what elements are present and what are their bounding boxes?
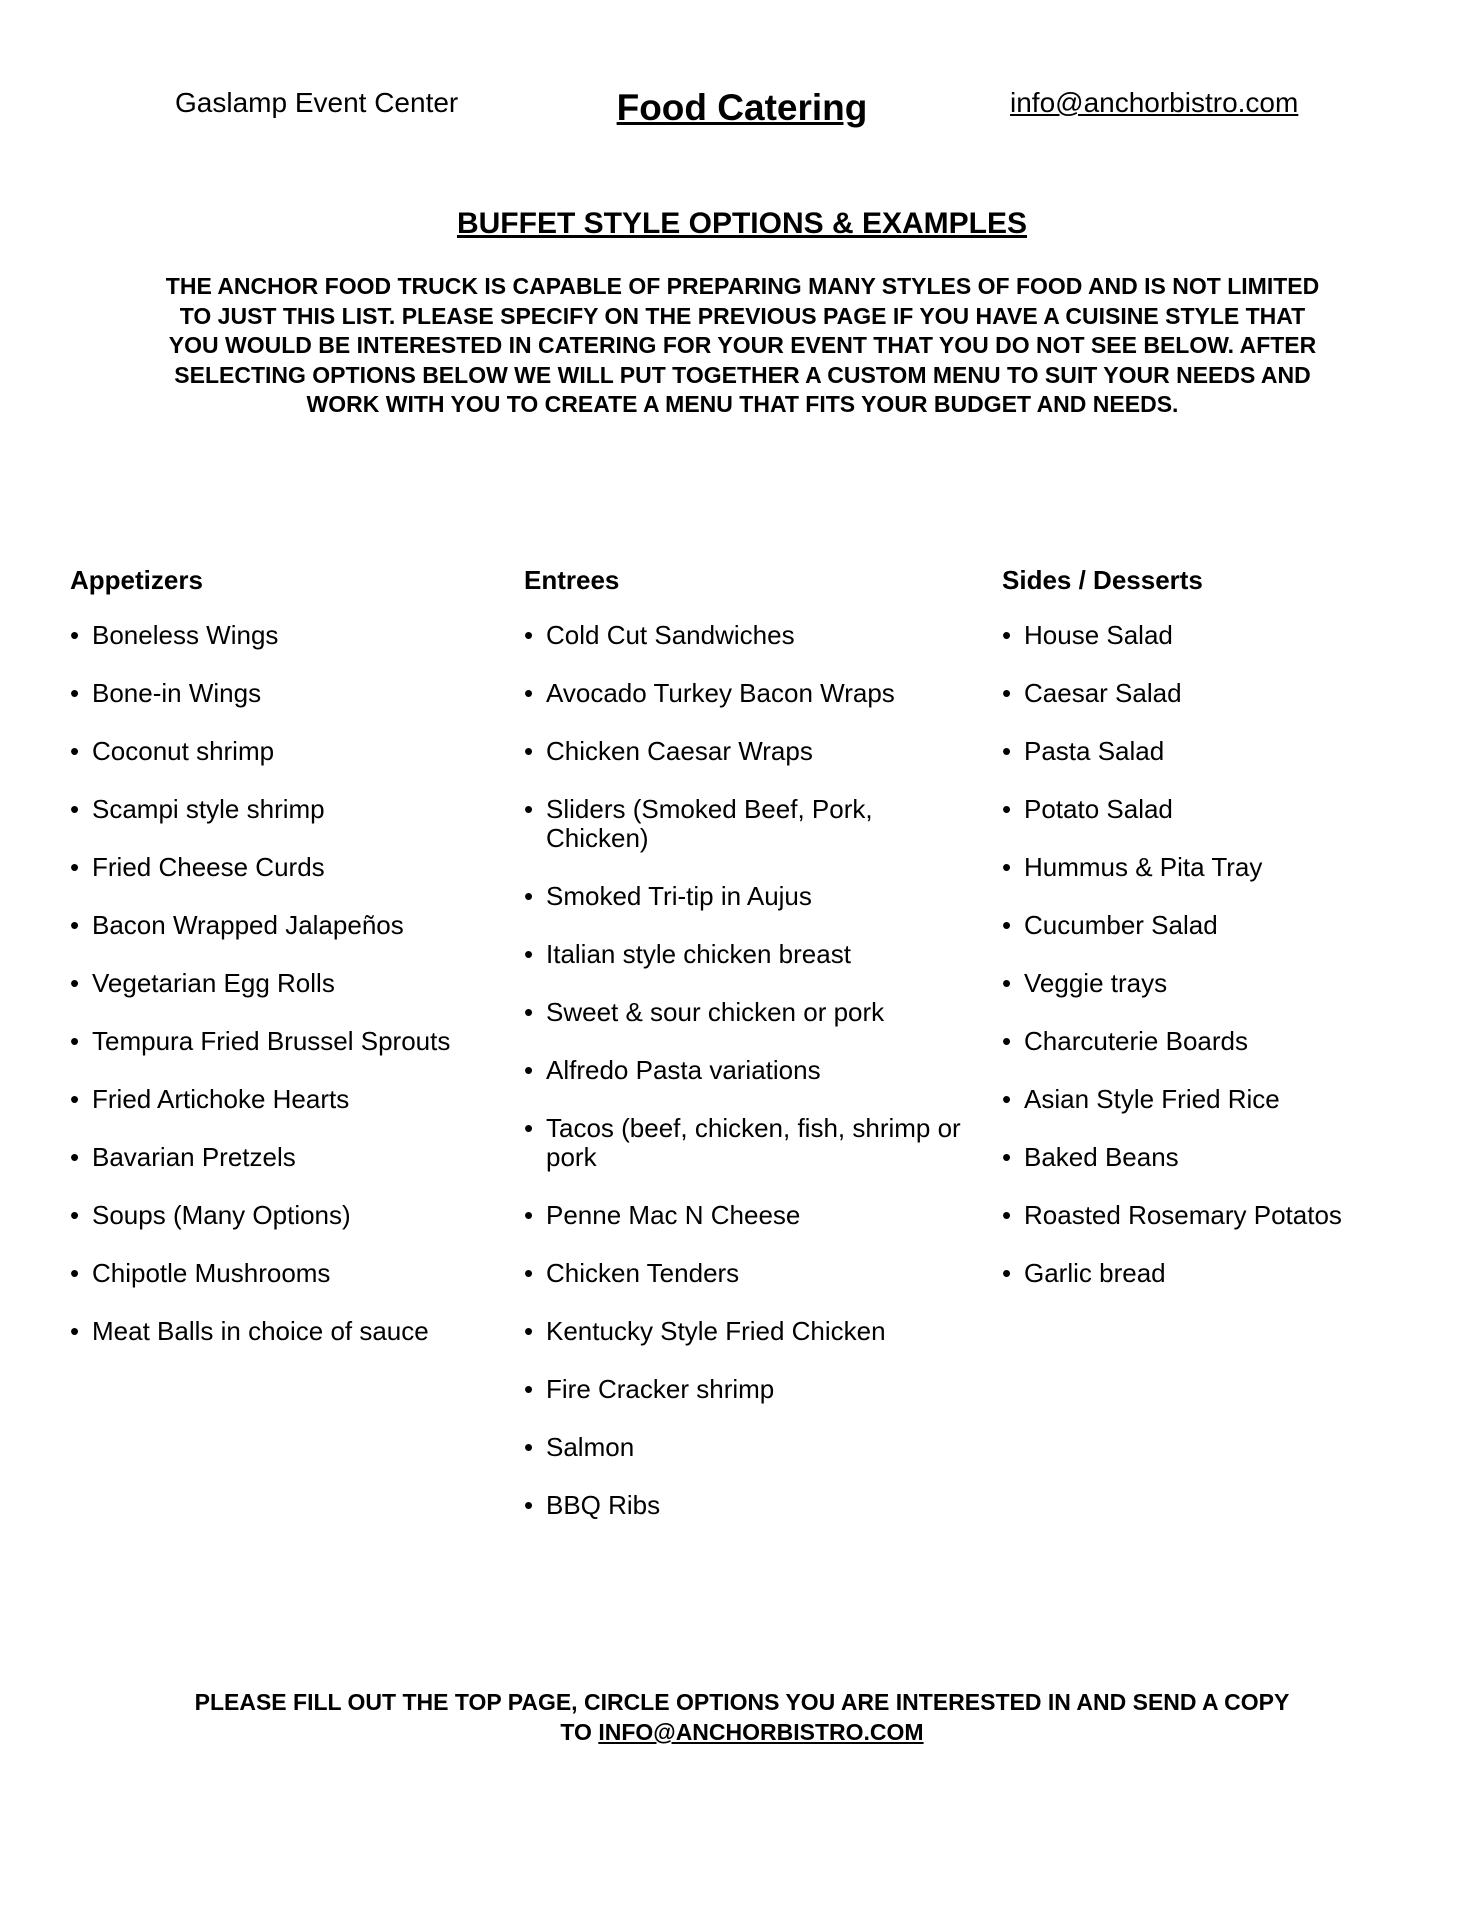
side-item-label: Cucumber Salad <box>1024 910 1218 940</box>
appetizer-item-label: Bone-in Wings <box>92 678 262 708</box>
side-item-label: Asian Style Fried Rice <box>1024 1084 1280 1114</box>
header-email-link[interactable]: info@anchorbistro.com <box>1010 87 1299 118</box>
bullet-icon: • <box>1002 968 1012 998</box>
appetizer-item-label: Vegetarian Egg Rolls <box>92 968 335 998</box>
bullet-icon: • <box>524 1200 534 1230</box>
bullet-icon: • <box>1002 1142 1012 1172</box>
appetizer-item <box>70 1201 500 1230</box>
page-title: Food Catering <box>616 87 868 128</box>
entree-item <box>524 1433 974 1462</box>
bullet-icon: • <box>524 1316 534 1346</box>
side-item-label: Veggie trays <box>1024 968 1168 998</box>
entree-item-label: Sliders (Smoked Beef, Pork, Chicken) <box>546 794 873 853</box>
appetizer-item <box>70 1085 500 1114</box>
side-item <box>1002 969 1442 998</box>
appetizer-item <box>70 679 500 708</box>
appetizer-item <box>70 853 500 882</box>
bullet-icon: • <box>524 1055 534 1085</box>
bullet-icon: • <box>524 1432 534 1462</box>
entree-item-label: Cold Cut Sandwiches <box>546 620 795 650</box>
bullet-icon: • <box>70 678 80 708</box>
entree-item-label: Penne Mac N Cheese <box>546 1200 801 1230</box>
appetizer-item-label: Bavarian Pretzels <box>92 1142 296 1172</box>
bullet-icon: • <box>1002 620 1012 650</box>
bullet-icon: • <box>1002 678 1012 708</box>
entree-item <box>524 1259 974 1288</box>
bullet-icon: • <box>1002 852 1012 882</box>
sides-desserts-column <box>1002 563 1442 1317</box>
side-item-label: Caesar Salad <box>1024 678 1182 708</box>
bullet-icon: • <box>524 1490 534 1520</box>
bullet-icon: • <box>70 620 80 650</box>
appetizer-item-label: Tempura Fried Brussel Sprouts <box>92 1026 451 1056</box>
side-item-label: Garlic bread <box>1024 1258 1166 1288</box>
side-item-label: Pasta Salad <box>1024 736 1165 766</box>
appetizer-item <box>70 1143 500 1172</box>
bullet-icon: • <box>70 910 80 940</box>
side-item <box>1002 1085 1442 1114</box>
entree-item <box>524 679 974 708</box>
appetizer-item-label: Boneless Wings <box>92 620 279 650</box>
appetizer-item <box>70 1317 500 1346</box>
side-item <box>1002 911 1442 940</box>
appetizer-item-label: Soups (Many Options) <box>92 1200 351 1230</box>
bullet-icon: • <box>70 736 80 766</box>
intro-paragraph: THE ANCHOR FOOD TRUCK IS CAPABLE OF PREPARING MANY STYLES OF FOOD AND IS NOT LIMITED TO JUST THIS LIST. PLEASE SPECIFY ON THE PREVIOUS PAGE IF YOU HAVE A CUISINE STYLE THAT YOU WOULD BE INTERESTED IN CATERING FOR YOUR EVENT THAT YOU DO NOT SEE BELOW. AFTER SELECTING OPTIONS BELOW WE WILL PUT TOGETHER A CUSTOM MENU TO SUIT YOUR NEEDS AND WORK WITH YOU TO CREATE A MENU THAT FITS YOUR BUDGET AND NEEDS. <box>165 273 1320 417</box>
appetizers-column <box>70 563 500 1375</box>
footer-email-link[interactable]: INFO@ANCHORBISTRO.COM <box>598 1719 924 1745</box>
bullet-icon: • <box>1002 736 1012 766</box>
entree-item <box>524 1375 974 1404</box>
entree-item-label: BBQ Ribs <box>546 1490 661 1520</box>
bullet-icon: • <box>524 736 534 766</box>
bullet-icon: • <box>1002 910 1012 940</box>
side-item <box>1002 1027 1442 1056</box>
bullet-icon: • <box>524 997 534 1027</box>
entree-item <box>524 1201 974 1230</box>
entree-item <box>524 795 974 853</box>
side-item-label: House Salad <box>1024 620 1173 650</box>
bullet-icon: • <box>70 1142 80 1172</box>
bullet-icon: • <box>1002 1258 1012 1288</box>
entree-item-label: Alfredo Pasta variations <box>546 1055 821 1085</box>
appetizer-item-label: Coconut shrimp <box>92 736 275 766</box>
side-item <box>1002 1143 1442 1172</box>
entree-item <box>524 940 974 969</box>
bullet-icon: • <box>524 1258 534 1288</box>
appetizer-item-label: Fried Artichoke Hearts <box>92 1084 350 1114</box>
appetizer-item <box>70 911 500 940</box>
bullet-icon: • <box>524 939 534 969</box>
entree-item-label: Tacos (beef, chicken, fish, shrimp or pork <box>546 1113 961 1172</box>
bullet-icon: • <box>70 794 80 824</box>
sides-desserts-heading: Sides / Desserts <box>1002 565 1203 595</box>
side-item <box>1002 853 1442 882</box>
entree-item-label: Smoked Tri-tip in Aujus <box>546 881 812 911</box>
appetizer-item <box>70 969 500 998</box>
entree-item <box>524 1491 974 1520</box>
appetizer-item <box>70 621 500 650</box>
bullet-icon: • <box>70 1200 80 1230</box>
entree-item <box>524 1114 974 1172</box>
bullet-icon: • <box>524 1113 534 1143</box>
appetizers-heading: Appetizers <box>70 565 203 595</box>
side-item-label: Baked Beans <box>1024 1142 1179 1172</box>
side-item <box>1002 737 1442 766</box>
side-item-label: Charcuterie Boards <box>1024 1026 1248 1056</box>
side-item-label: Potato Salad <box>1024 794 1173 824</box>
side-item-label: Roasted Rosemary Potatos <box>1024 1200 1342 1230</box>
appetizer-item <box>70 1027 500 1056</box>
entree-item-label: Fire Cracker shrimp <box>546 1374 775 1404</box>
appetizer-item <box>70 795 500 824</box>
entrees-heading: Entrees <box>524 565 620 595</box>
entree-item-label: Sweet & sour chicken or pork <box>546 997 885 1027</box>
entree-item <box>524 737 974 766</box>
bullet-icon: • <box>70 1258 80 1288</box>
bullet-icon: • <box>70 852 80 882</box>
side-item <box>1002 621 1442 650</box>
bullet-icon: • <box>1002 1026 1012 1056</box>
bullet-icon: • <box>70 1026 80 1056</box>
section-title: BUFFET STYLE OPTIONS & EXAMPLES <box>456 207 1028 240</box>
bullet-icon: • <box>70 1316 80 1346</box>
appetizer-item-label: Fried Cheese Curds <box>92 852 325 882</box>
bullet-icon: • <box>524 794 534 824</box>
entree-item-label: Italian style chicken breast <box>546 939 851 969</box>
bullet-icon: • <box>1002 794 1012 824</box>
sides-desserts-list <box>1002 621 1442 1288</box>
entree-item <box>524 1056 974 1085</box>
side-item <box>1002 795 1442 824</box>
appetizer-item-label: Scampi style shrimp <box>92 794 325 824</box>
entree-item <box>524 998 974 1027</box>
bullet-icon: • <box>1002 1200 1012 1230</box>
appetizers-list <box>70 621 500 1346</box>
appetizer-item <box>70 1259 500 1288</box>
entree-item-label: Salmon <box>546 1432 635 1462</box>
appetizer-item-label: Chipotle Mushrooms <box>92 1258 331 1288</box>
bullet-icon: • <box>1002 1084 1012 1114</box>
bullet-icon: • <box>524 620 534 650</box>
entree-item-label: Chicken Caesar Wraps <box>546 736 813 766</box>
bullet-icon: • <box>70 968 80 998</box>
side-item <box>1002 679 1442 708</box>
bullet-icon: • <box>70 1084 80 1114</box>
entree-item <box>524 882 974 911</box>
side-item <box>1002 1259 1442 1288</box>
appetizer-item-label: Bacon Wrapped Jalapeños <box>92 910 404 940</box>
entrees-column <box>524 563 974 1549</box>
appetizer-item-label: Meat Balls in choice of sauce <box>92 1316 429 1346</box>
entree-item <box>524 621 974 650</box>
entree-item-label: Avocado Turkey Bacon Wraps <box>546 678 895 708</box>
bullet-icon: • <box>524 881 534 911</box>
footer-text: PLEASE FILL OUT THE TOP PAGE, CIRCLE OPTIONS YOU ARE INTERESTED IN AND SEND A COPY TO <box>194 1689 1290 1745</box>
header-venue: Gaslamp Event Center <box>175 87 459 118</box>
entree-item <box>524 1317 974 1346</box>
footer-instructions <box>180 1687 1304 1747</box>
entrees-list <box>524 621 974 1520</box>
side-item <box>1002 1201 1442 1230</box>
entree-item-label: Kentucky Style Fried Chicken <box>546 1316 886 1346</box>
bullet-icon: • <box>524 678 534 708</box>
bullet-icon: • <box>524 1374 534 1404</box>
entree-item-label: Chicken Tenders <box>546 1258 740 1288</box>
side-item-label: Hummus & Pita Tray <box>1024 852 1263 882</box>
appetizer-item <box>70 737 500 766</box>
